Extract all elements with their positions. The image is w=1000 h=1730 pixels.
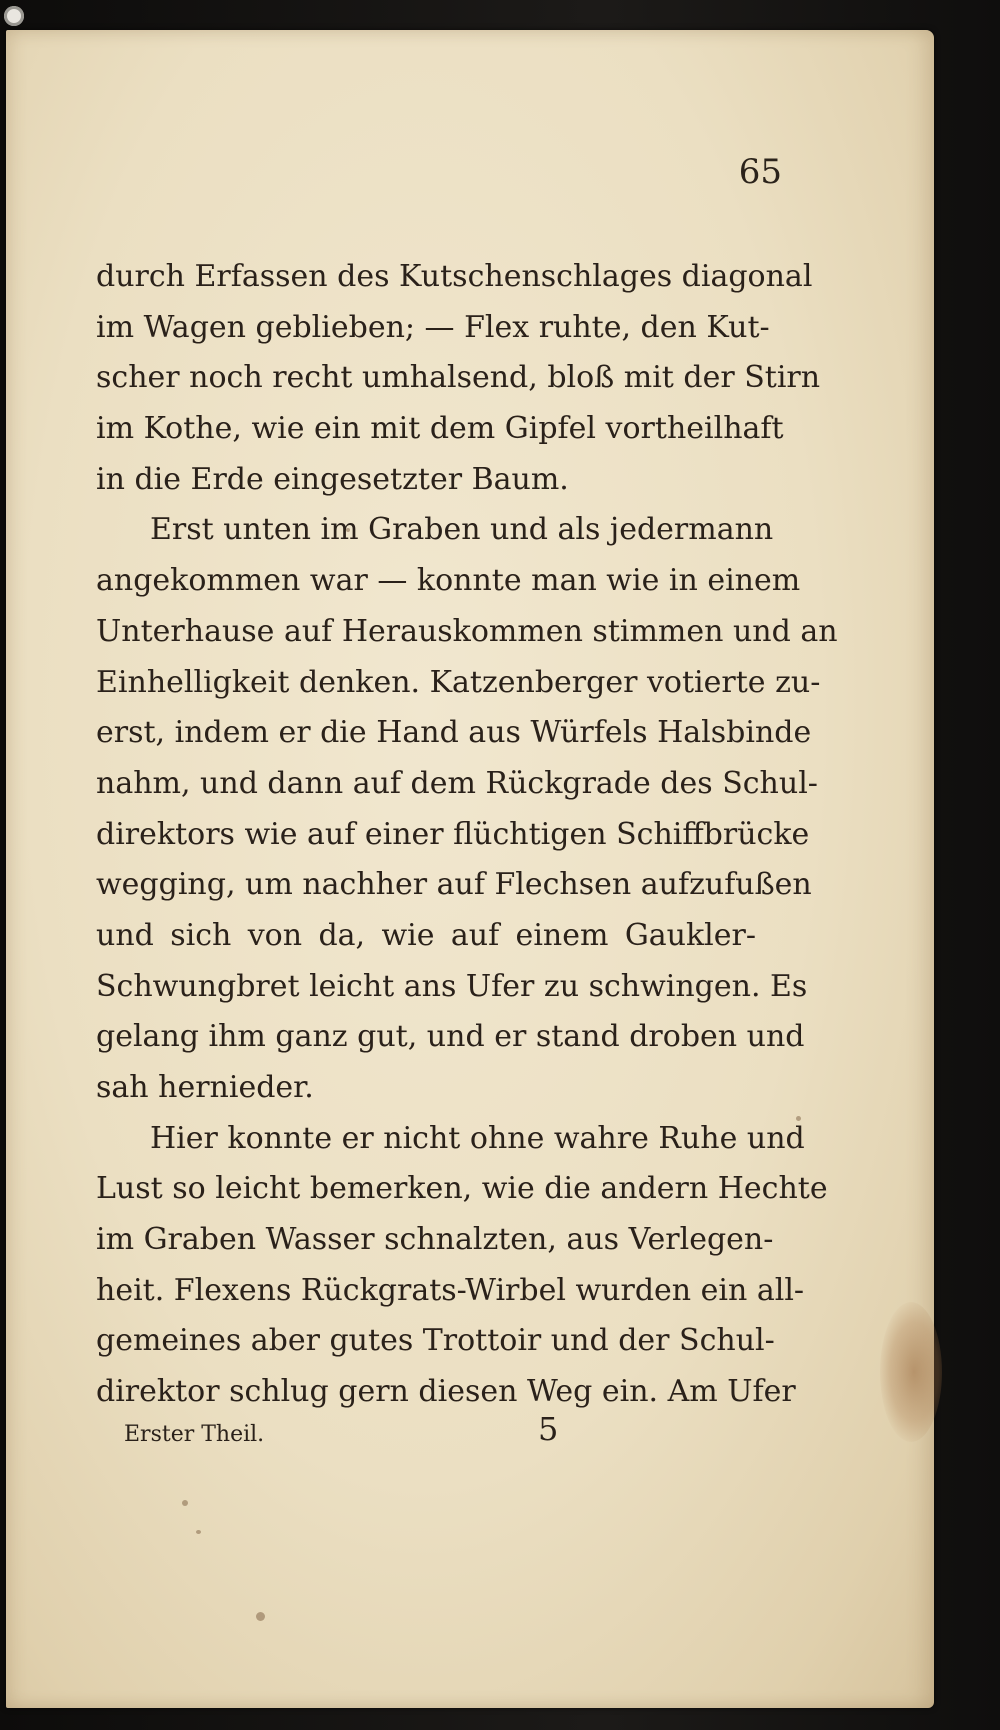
text-line: im Wagen geblieben; — Flex ruhte, den Kut- bbox=[96, 309, 770, 345]
text-line: sah hernieder. bbox=[96, 1070, 314, 1105]
text-line: und sich von da, wie auf einem Gaukler- bbox=[96, 917, 756, 953]
paragraph-start-line: Erst unten im Graben und als jedermann bbox=[150, 512, 774, 548]
text-line: durch Erfassen des Kutschenschlages diagonal bbox=[96, 259, 813, 294]
signature-line: Erster Theil. bbox=[124, 1422, 265, 1447]
paragraph-start-line: Hier konnte er nicht ohne wahre Ruhe und bbox=[150, 1120, 805, 1156]
paper-stain bbox=[880, 1302, 942, 1442]
text-line: im Kothe, wie ein mit dem Gipfel vortheilhaft bbox=[96, 411, 784, 447]
text-line: direktors wie auf einer flüchtigen Schiffbrücke bbox=[96, 816, 810, 852]
body-text bbox=[96, 252, 838, 1418]
text-line: Unterhause auf Herauskommen stimmen und an bbox=[96, 613, 838, 649]
text-line: wegging, um nachher auf Flechsen aufzufußen bbox=[96, 867, 812, 903]
page-footer bbox=[96, 1410, 756, 1456]
text-line: im Graben Wasser schnalzten, aus Verlegen- bbox=[96, 1222, 774, 1258]
page-number: 65 bbox=[738, 152, 782, 192]
scanner-corner-mark bbox=[4, 6, 24, 26]
text-line: angekommen war — konnte man wie in einem bbox=[96, 563, 801, 599]
text-line: in die Erde eingesetzter Baum. bbox=[96, 461, 569, 497]
paper-speck bbox=[182, 1500, 188, 1506]
sheet-mark: 5 bbox=[538, 1410, 559, 1448]
text-line: nahm, und dann auf dem Rückgrade des Schul- bbox=[96, 765, 818, 801]
paper-sheet bbox=[6, 30, 934, 1708]
text-line: Schwungbret leicht ans Ufer zu schwingen. Es bbox=[96, 968, 808, 1004]
text-line: heit. Flexens Rückgrats-Wirbel wurden ein all- bbox=[96, 1272, 805, 1308]
paper-speck bbox=[346, 528, 350, 532]
text-line: erst, indem er die Hand aus Würfels Halsbinde bbox=[96, 715, 812, 751]
text-line: gelang ihm ganz gut, und er stand droben und bbox=[96, 1019, 805, 1055]
text-line: gemeines aber gutes Trottoir und der Schul- bbox=[96, 1323, 775, 1359]
text-line: Lust so leicht bemerken, wie die andern Hechte bbox=[96, 1171, 828, 1207]
text-line: direktor schlug gern diesen Weg ein. Am Ufer bbox=[96, 1374, 796, 1410]
text-line: scher noch recht umhalsend, bloß mit der Stirn bbox=[96, 360, 821, 396]
paper-speck bbox=[196, 1530, 201, 1534]
paper-speck bbox=[796, 1116, 801, 1121]
text-line: Einhelligkeit denken. Katzenberger votierte zu- bbox=[96, 664, 821, 700]
paper-speck bbox=[256, 1612, 265, 1621]
